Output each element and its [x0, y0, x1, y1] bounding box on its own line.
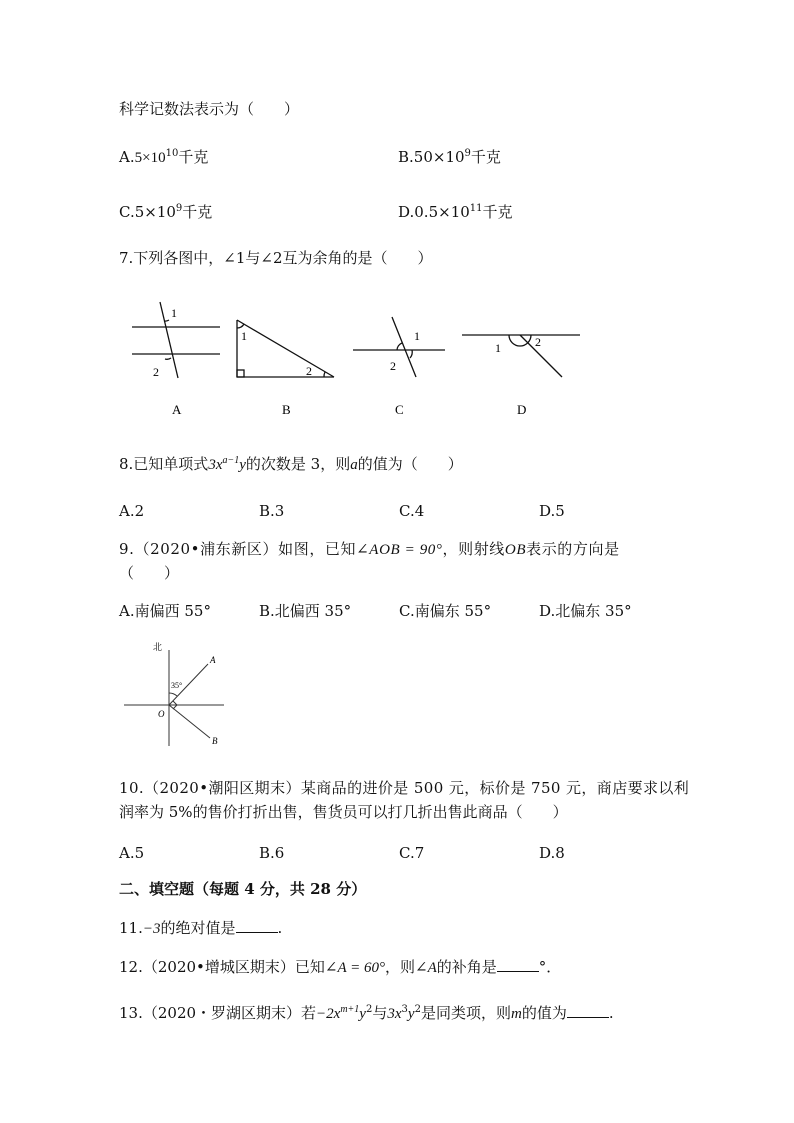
option-unit: 千克: [178, 148, 209, 166]
q9-text: 9.（2020•浦东新区）如图，已知: [119, 540, 357, 558]
figure-b-angle-1: 1: [241, 329, 247, 343]
q10-option-b: B.6: [259, 844, 285, 862]
option-unit: 千克: [470, 148, 501, 166]
q8-text: 8.已知单项式: [119, 455, 209, 473]
option-exponent: 11: [469, 203, 483, 214]
q11-text: 的绝对值是: [160, 919, 236, 937]
q9-text: ，则射线: [442, 540, 505, 558]
q9-direction-figure: [120, 638, 230, 750]
q10-stem-line2: 润率为 5%的售价打折出售，售货员可以打几折出售此商品（ ）: [119, 803, 568, 821]
q11-number: −3: [142, 921, 161, 937]
figure-d: [462, 335, 580, 377]
point-o-label: O: [158, 709, 165, 719]
q8-a: a: [350, 457, 358, 473]
figure-c-angle-1: 1: [414, 329, 420, 343]
q13-text: 的值为: [521, 1004, 567, 1022]
figure-d-angle-1: 1: [495, 341, 501, 355]
q8-option-b: B.3: [259, 502, 285, 520]
q9-angle: ∠AOB = 90°: [356, 542, 443, 558]
option-coef: 5×10: [134, 203, 176, 221]
q11-end: .: [277, 919, 283, 937]
q9-stem-line2: （ ）: [119, 564, 180, 582]
q8-text: 的值为（ ）: [357, 455, 463, 473]
figure-d-angle-2: 2: [535, 335, 541, 349]
option-exponent: 9: [464, 148, 471, 159]
q11-stem: [119, 918, 282, 939]
figure-c-letter: C: [395, 402, 404, 417]
q13-term1-yexp: 2: [365, 1004, 373, 1015]
q9-option-b: B.北偏西 35°: [259, 602, 352, 620]
q6-option-c: [119, 202, 212, 225]
option-letter: A.: [119, 148, 135, 166]
q13-end: .: [608, 1004, 614, 1022]
option-unit: 千克: [182, 203, 213, 221]
q12-text: ，则: [384, 958, 415, 976]
q8-text: 的次数是 3，则: [245, 455, 351, 473]
q9-option-a: A.南偏西 55°: [119, 602, 211, 620]
q13-text: 13.（2020・罗湖区期末）若: [119, 1004, 317, 1022]
q8-option-d: D.5: [539, 502, 565, 520]
figure-a-angle-2: 2: [153, 365, 159, 379]
q7-figures: [120, 290, 600, 430]
point-b-label: B: [212, 736, 218, 746]
option-letter: B.: [398, 148, 414, 166]
q8-monomial: 3x: [208, 457, 223, 473]
q13-text: 与: [372, 1004, 388, 1022]
q6-option-b: [398, 147, 501, 170]
q10-option-d: D.8: [539, 844, 565, 862]
q9-option-c: C.南偏东 55°: [399, 602, 492, 620]
figure-c-angle-2: 2: [390, 359, 396, 373]
figure-c: [353, 317, 445, 377]
q13-term2-y: y: [407, 1006, 415, 1022]
option-unit: 千克: [482, 203, 513, 221]
angle-35-label: 35°: [171, 681, 183, 690]
q13-term2-yexp: 2: [414, 1004, 421, 1015]
q13-term2-exp: 3: [401, 1004, 408, 1015]
option-exponent: 10: [165, 148, 179, 159]
figure-a-letter: A: [172, 402, 182, 417]
q13-stem: [119, 1003, 614, 1026]
north-label: 北: [153, 642, 163, 652]
q13-term1: −2x: [316, 1006, 341, 1022]
option-letter: D.: [398, 203, 415, 221]
q6-option-d: [398, 202, 513, 225]
q12-stem: [119, 957, 561, 978]
point-a-label: A: [210, 655, 216, 665]
q6-option-a: [119, 147, 208, 170]
figure-d-letter: D: [517, 402, 527, 417]
q8-var: y: [239, 457, 246, 473]
q12-end: °．: [538, 958, 562, 976]
q9-text: 表示的方向是: [526, 540, 620, 558]
q10-stem-line1: 10.（2020•潮阳区期末）某商品的进价是 500 元，标价是 750 元，商店要求以利: [119, 779, 690, 797]
q12-text: 的补角是: [436, 958, 497, 976]
option-exponent: 9: [175, 203, 183, 214]
figure-b-letter: B: [282, 402, 291, 417]
figure-b-angle-2: 2: [306, 364, 312, 378]
option-coef: 50×10: [413, 148, 465, 166]
q13-term1-y: y: [359, 1006, 366, 1022]
q11-answer-blank[interactable]: [236, 918, 278, 933]
q12-text: 12.（2020•增城区期末）已知: [119, 958, 325, 976]
section-2-heading: 二、填空题（每题 4 分，共 28 分）: [119, 880, 367, 898]
q13-term2: 3x: [387, 1006, 402, 1022]
q6-stem-tail: 科学记数法表示为（ ）: [119, 100, 300, 118]
q10-option-c: C.7: [399, 844, 425, 862]
q8-option-c: C.4: [399, 502, 425, 520]
q13-m: m: [510, 1006, 522, 1022]
q12-angle: ∠A = 60°: [324, 960, 385, 976]
q9-stem-line1: [119, 539, 620, 560]
option-coef: 5×10: [134, 150, 166, 166]
q8-stem: [119, 454, 463, 477]
figure-b: [237, 320, 334, 377]
q8-exponent: a−1: [222, 455, 240, 466]
q11-text: 11.: [119, 919, 143, 937]
q12-angle2: ∠A: [415, 960, 437, 976]
option-letter: C.: [119, 203, 135, 221]
q9-ob: OB: [504, 542, 527, 558]
q13-term1-exp: m+1: [340, 1004, 360, 1015]
q8-option-a: A.2: [119, 502, 145, 520]
q12-answer-blank[interactable]: [497, 957, 539, 972]
q9-option-d: D.北偏东 35°: [539, 602, 632, 620]
option-coef: 0.5×10: [414, 203, 470, 221]
q13-text: 是同类项，则: [420, 1004, 511, 1022]
figure-a-angle-1: 1: [171, 306, 177, 320]
q10-option-a: A.5: [119, 844, 145, 862]
q13-answer-blank[interactable]: [567, 1003, 609, 1018]
q7-stem: 7.下列各图中，∠1与∠2互为余角的是（ ）: [119, 249, 433, 267]
